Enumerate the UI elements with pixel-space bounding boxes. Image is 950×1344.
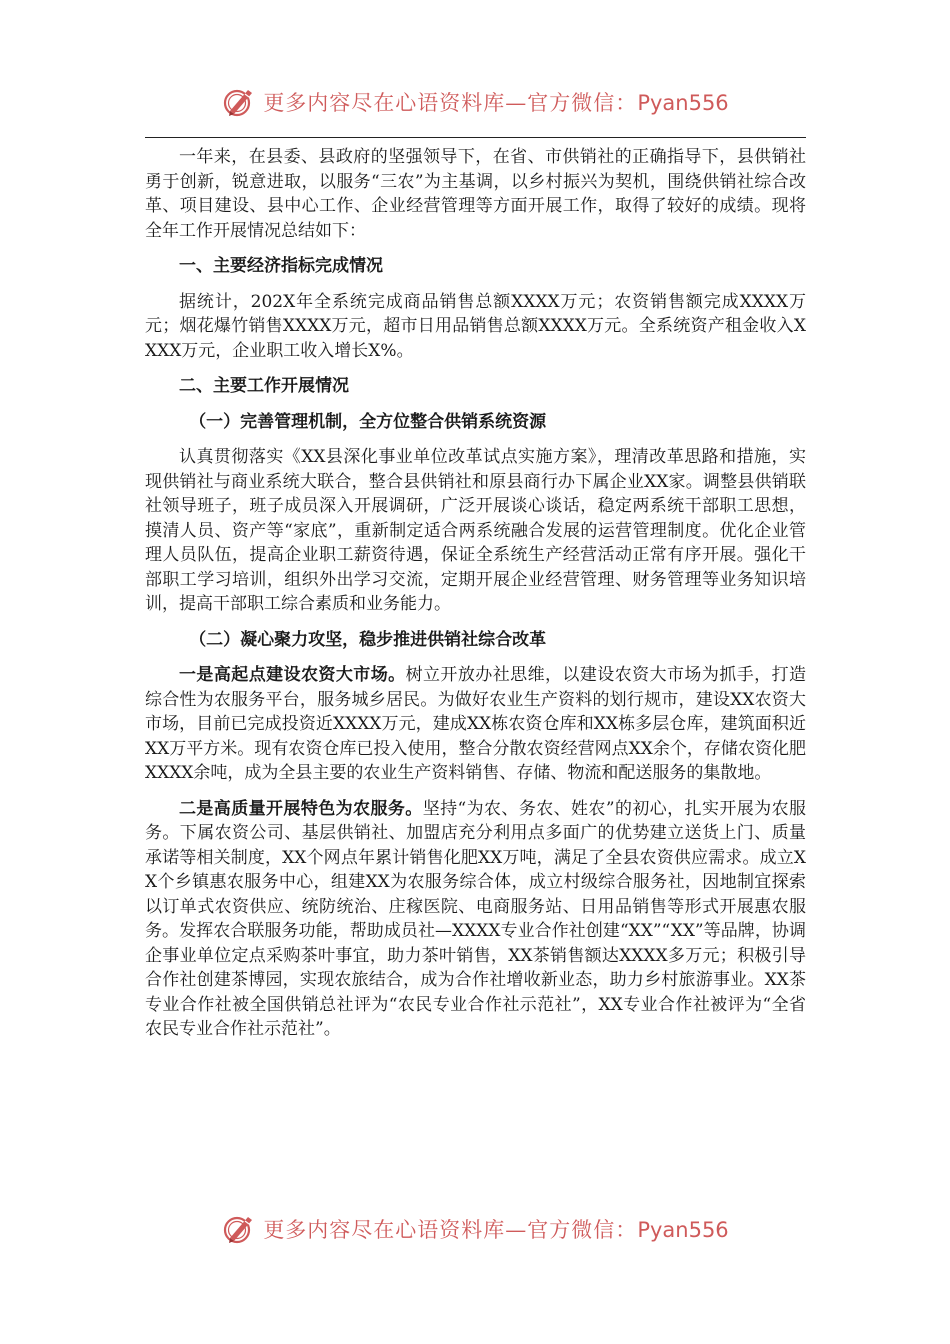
section1-heading: 一、主要经济指标完成情况 xyxy=(179,256,383,276)
subsection1-heading: （一）完善管理机制，全方位整合供销系统资源 xyxy=(189,411,547,432)
item1-body: 树立开放办社思维，以建设农资大市场为抓手，打造综合性为农服务平台，服务城乡居民。为做好农业生产资料的划行规市，建设XX农资大市场，目前已完成投资近XXXX万元，建成XX栋农资仓库和XX栋多层仓库，建筑面积近XX万平方米。现有农资仓库已投入使用，整合分散农资经营网点XX余个，存储农资化肥XXXX余吨，成为全县主要的农业生产资料销售、存储、物流和配送服务的集散地。 xyxy=(145,665,807,783)
pen-logo-icon xyxy=(221,84,257,120)
item2-lead: 二是高质量开展特色为农服务。 xyxy=(179,798,423,819)
subsection1-paragraph: 认真贯彻落实《XX县深化事业单位改革试点实施方案》，理清改革思路和措施，实现供销社与商业系统大联合，整合县供销社和原县商行办下属企业XX家。调整县供销联社领导班子，班子成员深入开展调研，广泛开展谈心谈话，稳定两系统干部职工思想，摸清人员、资产等“家底”，重新制定适合两系统融合发展的运营管理制度。优化企业管理人员队伍，提高企业职工薪资待遇，保证全系统生产经营活动正常有序开展。强化干部职工学习培训，组织外出学习交流，定期开展企业经营管理、财务管理等业务知识培训，提高干部职工综合素质和业务能力。 xyxy=(145,447,806,614)
section2-heading: 二、主要工作开展情况 xyxy=(179,376,349,396)
pen-logo-icon xyxy=(221,1211,257,1247)
subsection2-heading: （二）凝心聚力攻坚，稳步推进供销社综合改革 xyxy=(189,629,547,650)
header-wechat-id: Pyan556 xyxy=(637,91,729,115)
section1-paragraph: 据统计，202X年全系统完成商品销售总额XXXX万元；农资销售额完成XXXX万元；烟花爆竹销售XXXX万元，超市日用品销售总额XXXX万元。全系统资产租金收入XXXX万元，企业职工收入增长X%。 xyxy=(145,291,806,361)
intro-paragraph: 一年来，在县委、县政府的坚强领导下，在省、市供销社的正确指导下，县供销社勇于创新，锐意进取，以服务“三农”为主基调，以乡村振兴为契机，围绕供销社综合改革、项目建设、县中心工作、企业经营管理等方面开展工作，取得了较好的成绩。现将全年工作开展情况总结如下： xyxy=(145,147,806,241)
footer-wechat-id: Pyan556 xyxy=(637,1218,729,1242)
header-banner xyxy=(0,80,950,124)
footer-brand-text: 更多内容尽在心语资料库—官方微信： xyxy=(263,1218,638,1242)
item1-paragraph xyxy=(145,663,806,786)
item2-paragraph xyxy=(145,797,806,1042)
item2-body: 坚持“为农、务农、姓农”的初心，扎实开展为农服务。下属农资公司、基层供销社、加盟店充分利用点多面广的优势建立送货上门、质量承诺等相关制度，XX个网点年累计销售化肥XX万吨，满足了全县农资供应需求。成立XX个乡镇惠农服务中心，组建XX为农服务综合体，成立村级综合服务社，因地制宜探索以订单式农资供应、统防统治、庄稼医院、电商服务站、日用品销售等形式开展惠农服务。发挥农合联服务功能，帮助成员社—XXXX专业合作社创建“XX”“XX”等品牌，协调企事业单位定点采购茶叶事宜，助力茶叶销售，XX茶销售额达XXXX多万元；积极引导合作社创建茶博园，实现农旅结合，成为合作社增收新业态，助力乡村旅游事业。XX茶专业合作社被全国供销总社评为“农民专业合作社示范社”，XX专业合作社被评为“全省农民专业合作社示范社”。 xyxy=(145,798,806,1039)
header-rule xyxy=(145,137,806,138)
footer-banner xyxy=(0,1207,950,1251)
item1-lead: 一是高起点建设农资大市场。 xyxy=(179,665,406,685)
document-body xyxy=(145,145,806,1042)
header-brand-text: 更多内容尽在心语资料库—官方微信： xyxy=(263,91,638,115)
